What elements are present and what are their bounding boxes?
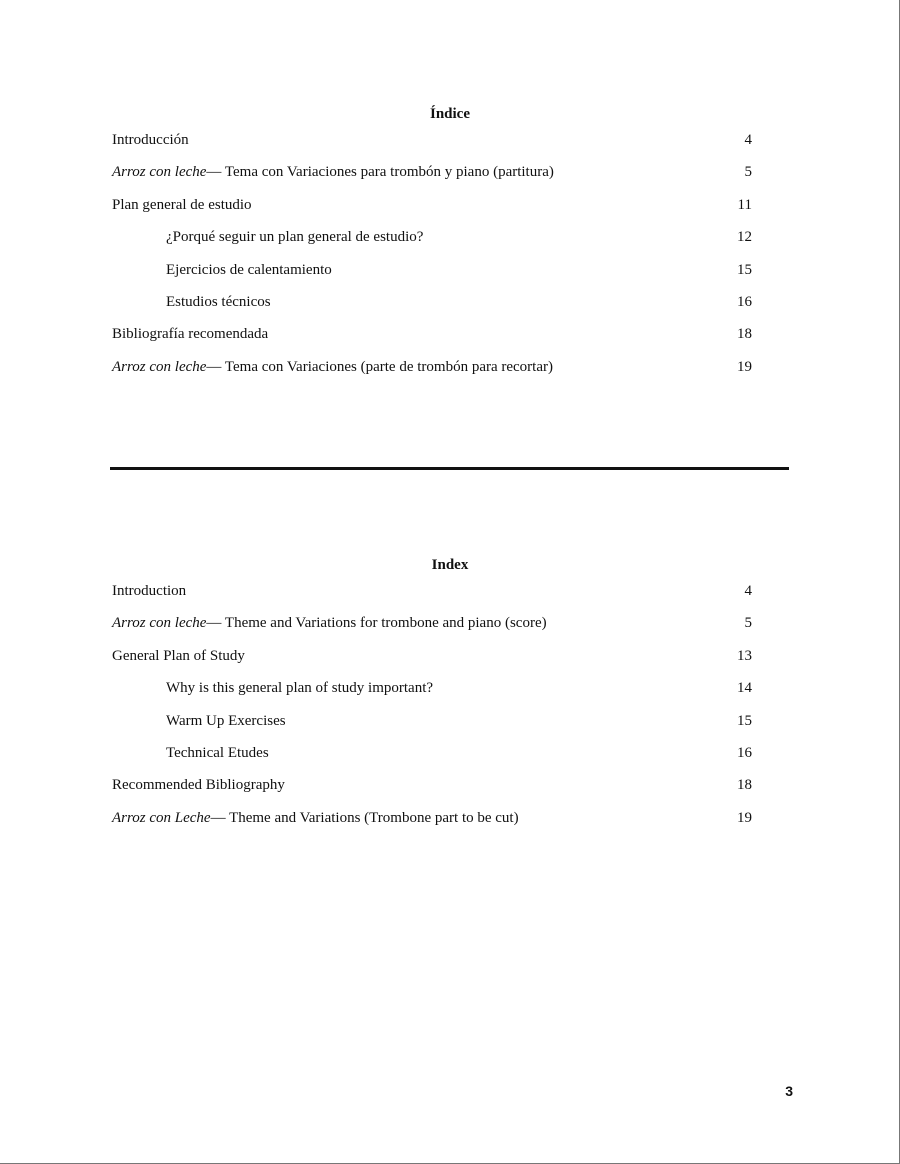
toc-row-sub	[112, 678, 752, 710]
toc-entry-label: General Plan of Study	[112, 647, 245, 664]
toc-entry-text	[112, 581, 186, 601]
toc-page-number: 5	[744, 615, 752, 632]
toc-page-number: 14	[737, 680, 752, 697]
toc-page-number: 15	[737, 712, 752, 729]
toc-entry-label: — Theme and Variations for trombone and piano (score)	[206, 615, 547, 632]
toc-entry-text	[166, 260, 332, 280]
toc-row	[112, 357, 752, 389]
toc-entry-text	[112, 162, 554, 182]
toc-entry-text	[166, 678, 433, 698]
toc-page-number: 15	[737, 261, 752, 278]
toc-entry-label: Introduction	[112, 583, 187, 599]
toc-entry-label: — Tema con Variaciones (parte de trombón para recortar)	[206, 358, 553, 375]
toc-page-number: 16	[737, 293, 752, 310]
toc-entry-label: Bibliografía recomendada	[112, 326, 269, 343]
toc-entry-label: Technical Etudes	[166, 744, 269, 761]
toc-row	[112, 162, 752, 194]
toc-entry-italic: Arroz con leche	[112, 164, 207, 181]
toc-row	[112, 581, 752, 613]
toc-entry-text	[112, 130, 189, 150]
toc-entry-text	[166, 743, 269, 763]
toc-entry-italic: Arroz con leche	[112, 358, 207, 375]
toc-entry-text	[112, 646, 245, 666]
english-index	[112, 555, 752, 840]
toc-entry-text	[112, 775, 285, 795]
toc-row-sub	[112, 743, 752, 775]
toc-row	[112, 130, 752, 162]
toc-page-number: 18	[737, 777, 752, 794]
toc-row-sub	[112, 711, 752, 743]
section-divider	[110, 467, 789, 470]
english-index-title: Index	[431, 557, 469, 573]
toc-page-number: 16	[737, 744, 752, 761]
toc-entry-text	[112, 324, 268, 344]
toc-entry-text	[112, 357, 553, 377]
toc-entry-label: ¿Porqué seguir un plan general de estudio?	[166, 229, 424, 246]
toc-page-number: 13	[737, 647, 752, 664]
toc-page-number: 4	[744, 583, 752, 599]
toc-entry-label: Estudios técnicos	[166, 293, 271, 310]
toc-entry-italic: Arroz con leche	[112, 615, 207, 632]
toc-entry-text	[166, 711, 286, 731]
toc-row-sub	[112, 227, 752, 259]
toc-entry-label: Why is this general plan of study important?	[166, 680, 434, 697]
toc-row	[112, 613, 752, 645]
toc-row	[112, 808, 752, 840]
toc-entry-text	[112, 808, 519, 828]
toc-entry-label: Introducción	[112, 132, 189, 148]
toc-entry-label: — Theme and Variations (Trombone part to be cut)	[210, 809, 519, 826]
toc-entry-text	[112, 195, 252, 215]
toc-entry-text	[166, 292, 271, 312]
page-number: 3	[785, 1083, 793, 1099]
toc-page-number: 18	[737, 326, 752, 343]
toc-entry-label: Plan general de estudio	[112, 196, 252, 213]
toc-entry-label: — Tema con Variaciones para trombón y piano (partitura)	[206, 164, 554, 181]
toc-entry-text	[112, 613, 547, 633]
toc-row-sub	[112, 292, 752, 324]
toc-page-number: 11	[737, 196, 752, 213]
toc-page-number: 4	[744, 132, 752, 148]
toc-row	[112, 646, 752, 678]
toc-entry-text	[166, 227, 423, 247]
toc-row	[112, 195, 752, 227]
spanish-index	[112, 104, 752, 389]
toc-row	[112, 775, 752, 807]
toc-row	[112, 324, 752, 356]
toc-entry-label: Warm Up Exercises	[166, 712, 286, 729]
toc-page-number: 12	[737, 229, 752, 246]
toc-entry-label: Ejercicios de calentamiento	[166, 261, 332, 278]
toc-entry-italic: Arroz con Leche	[112, 809, 211, 826]
toc-entry-label: Recommended Bibliography	[112, 777, 285, 794]
toc-page-number: 19	[737, 358, 752, 375]
toc-row-sub	[112, 260, 752, 292]
toc-page-number: 5	[744, 164, 752, 181]
spanish-index-title: Índice	[429, 106, 470, 122]
toc-page-number: 19	[737, 809, 752, 826]
